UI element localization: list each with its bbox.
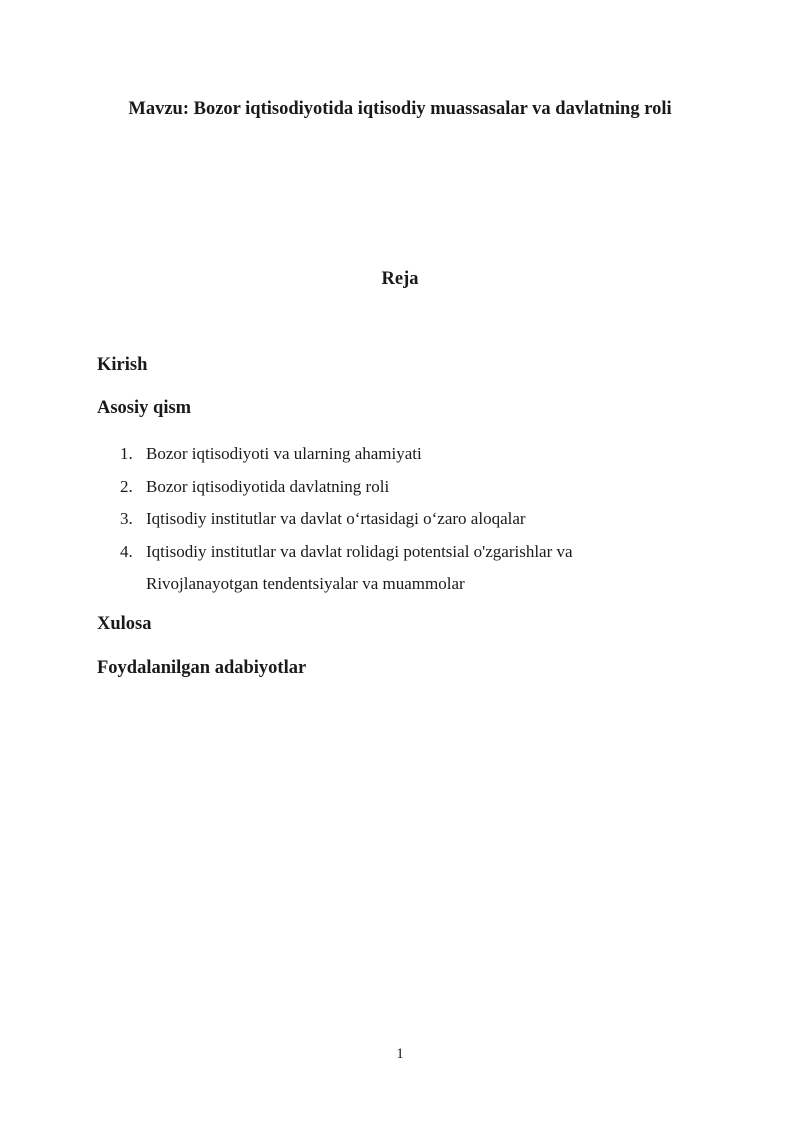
list-item-text: Bozor iqtisodiyotida davlatning roli [146, 476, 390, 496]
list-item [0, 471, 800, 504]
document-title: Mavzu: Bozor iqtisodiyotida iqtisodiy muassasalar va davlatning roli [128, 99, 672, 119]
list-item [0, 503, 800, 536]
list-item [0, 438, 800, 471]
list-item-text: Iqtisodiy institutlar va davlat rolidagi potentsial o'zgarishlar va Rivojlanayotgan tendentsiyalar va muammolar [146, 541, 573, 593]
list-item [0, 536, 800, 601]
section-heading-main-part: Asosiy qism [97, 398, 192, 418]
list-item-number: 4. [120, 541, 133, 561]
list-item-text: Bozor iqtisodiyoti va ularning ahamiyati [146, 444, 422, 463]
list-item-number: 1. [120, 444, 133, 463]
plan-heading: Reja [381, 269, 419, 289]
list-item-number: 2. [120, 476, 133, 496]
list-item-number: 3. [120, 509, 133, 528]
section-heading-introduction: Kirish [97, 355, 148, 375]
plan-list [0, 438, 800, 601]
list-item-text: Iqtisodiy institutlar va davlat o‘rtasidagi o‘zaro aloqalar [146, 509, 526, 528]
section-heading-conclusion: Xulosa [97, 614, 152, 634]
section-heading-references: Foydalanilgan adabiyotlar [97, 658, 307, 678]
page-number: 1 [396, 1046, 404, 1062]
